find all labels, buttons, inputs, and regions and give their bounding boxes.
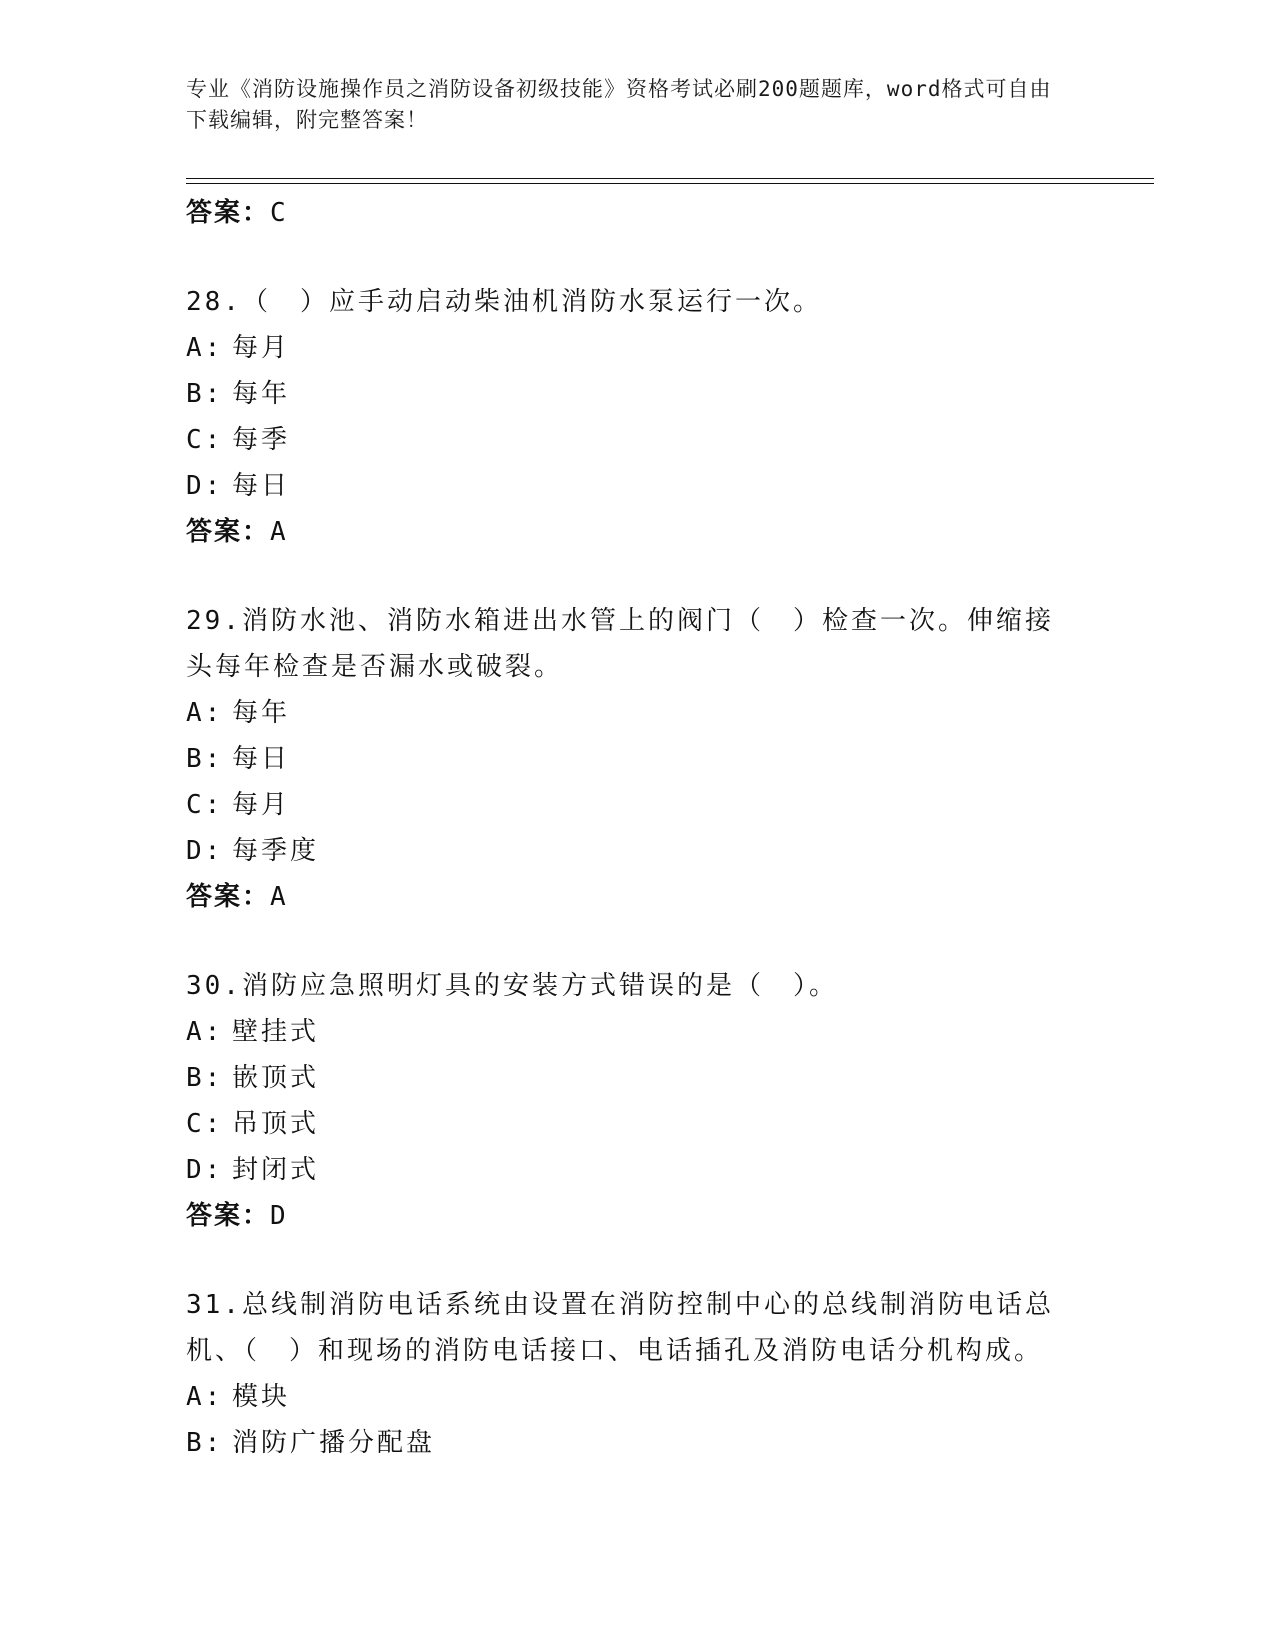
option-key: B:: [186, 379, 224, 409]
question-list: [186, 190, 1086, 1466]
option-b: [186, 1055, 1086, 1101]
option-d: [186, 1147, 1086, 1193]
option-a: [186, 1374, 1086, 1420]
option-d: [186, 828, 1086, 874]
answer-value: D: [270, 1201, 286, 1231]
answer-label: 答案：: [186, 882, 271, 912]
answer-line: [186, 190, 1086, 236]
option-b: [186, 371, 1086, 417]
option-text: 每日: [232, 744, 291, 774]
question-text: 28.（ ）应手动启动柴油机消防水泵运行一次。: [186, 287, 822, 317]
option-key: D:: [186, 1155, 224, 1185]
option-text: 每季度: [232, 836, 320, 866]
option-a: [186, 325, 1086, 371]
option-text: 嵌顶式: [232, 1063, 320, 1093]
option-text: 消防广播分配盘: [232, 1428, 436, 1458]
option-key: C:: [186, 790, 224, 820]
question-text: 30.消防应急照明灯具的安装方式错误的是（ ）。: [186, 971, 838, 1001]
option-key: B:: [186, 744, 224, 774]
answer-line: [186, 1193, 1086, 1239]
answer-value: A: [270, 882, 286, 912]
question-text: 31.总线制消防电话系统由设置在消防控制中心的总线制消防电话总机、（ ）和现场的消防电话接口、电话插孔及消防电话分机构成。: [186, 1290, 1054, 1366]
option-key: C:: [186, 1109, 224, 1139]
header-divider-top: [186, 178, 1154, 179]
option-key: A:: [186, 333, 224, 363]
option-a: [186, 690, 1086, 736]
option-key: D:: [186, 471, 224, 501]
answer-label: 答案：: [186, 517, 271, 547]
option-key: B:: [186, 1063, 224, 1093]
header-text: 专业《消防设施操作员之消防设备初级技能》资格考试必刷200题题库，word格式可自由下载编辑，附完整答案！: [186, 77, 1052, 132]
option-key: A:: [186, 1382, 224, 1412]
answer-label: 答案：: [186, 1201, 271, 1231]
option-d: [186, 463, 1086, 509]
option-c: [186, 417, 1086, 463]
header-divider-bottom: [186, 183, 1154, 184]
answer-value: A: [270, 517, 286, 547]
option-c: [186, 1101, 1086, 1147]
option-text: 每年: [232, 379, 291, 409]
option-text: 模块: [232, 1382, 291, 1412]
option-text: 每月: [232, 790, 291, 820]
answer-value: C: [270, 198, 286, 228]
option-b: [186, 736, 1086, 782]
option-text: 吊顶式: [232, 1109, 320, 1139]
option-text: 壁挂式: [232, 1017, 320, 1047]
option-a: [186, 1009, 1086, 1055]
option-text: 封闭式: [232, 1155, 320, 1185]
option-key: D:: [186, 836, 224, 866]
option-text: 每季: [232, 425, 291, 455]
option-text: 每月: [232, 333, 291, 363]
option-text: 每年: [232, 698, 291, 728]
option-key: A:: [186, 1017, 224, 1047]
option-key: C:: [186, 425, 224, 455]
document-header: [186, 74, 1066, 136]
question-text: 29.消防水池、消防水箱进出水管上的阀门（ ）检查一次。伸缩接头每年检查是否漏水或破裂。: [186, 606, 1054, 682]
option-text: 每日: [232, 471, 291, 501]
answer-line: [186, 874, 1086, 920]
answer-label: 答案：: [186, 198, 271, 228]
option-key: A:: [186, 698, 224, 728]
option-b: [186, 1420, 1086, 1466]
option-key: B:: [186, 1428, 224, 1458]
option-c: [186, 782, 1086, 828]
answer-line: [186, 509, 1086, 555]
